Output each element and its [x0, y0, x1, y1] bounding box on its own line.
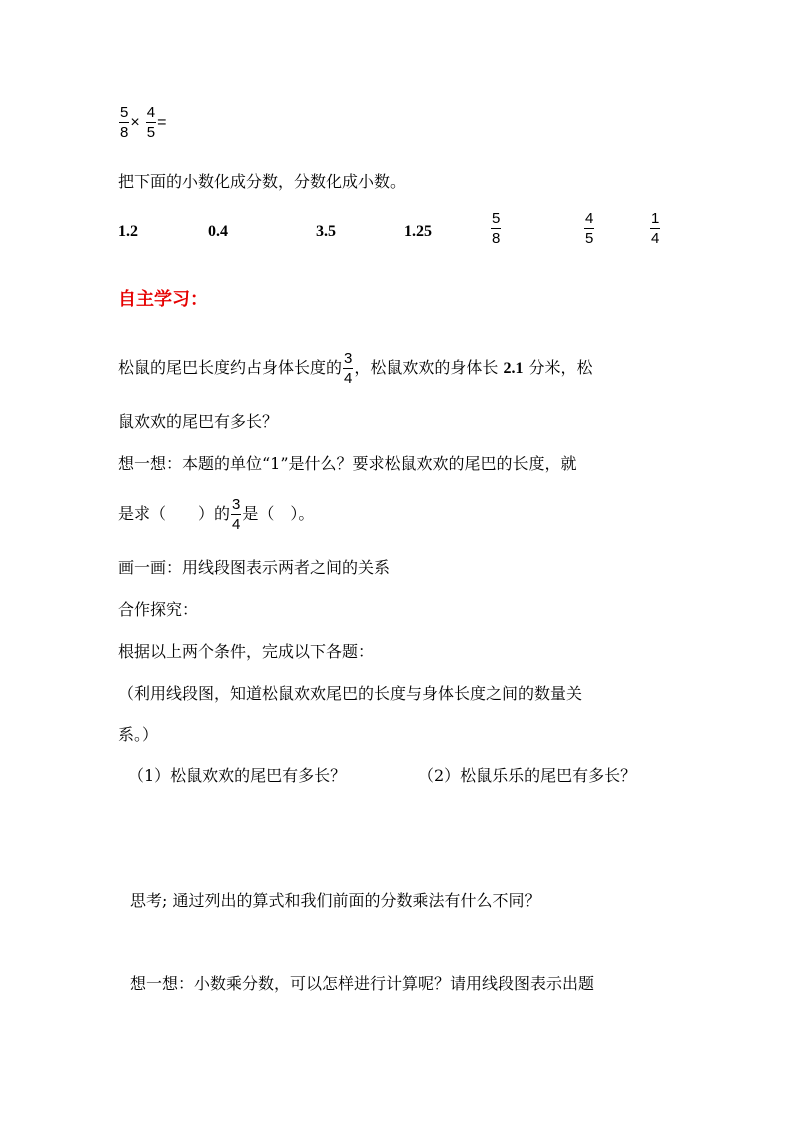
times-sign: × [130, 114, 140, 131]
story-line-1: 松鼠的尾巴长度约占身体长度的 $\frac{3}{4}$ ，松鼠欢欢的身体长 2.1 分米，松 [118, 350, 593, 387]
denominator: 8 [492, 230, 501, 247]
multiplication-problem [118, 104, 166, 141]
decimal-item: 3.5 [316, 223, 336, 240]
numerator: 4 [146, 104, 156, 121]
conversion-instruction: 把下面的小数化成分数，分数化成小数。 [118, 172, 407, 191]
section-heading: 自主学习： [118, 289, 208, 310]
numerator: 5 [492, 210, 501, 227]
fraction-item [490, 210, 502, 247]
denominator: 5 [146, 124, 156, 141]
think-line-2: 是求（ ）的 $\frac{3}{4}$ 是（ ）。 [118, 496, 315, 533]
decimal-item: 0.4 [208, 223, 228, 240]
question-1: （1）松鼠欢欢的尾巴有多长？ [128, 766, 347, 785]
draw-instruction: 画一画：用线段图表示两者之间的关系 [118, 558, 391, 577]
think-line-1: 想一想：本题的单位“1”是什么？要求松鼠欢欢的尾巴的长度，就 [118, 454, 577, 473]
fraction [119, 104, 129, 141]
line-diagram-note-2: 系。） [118, 725, 159, 744]
decimal-item: 1.25 [404, 223, 432, 240]
reflection-question: 思考; 通过列出的算式和我们前面的分数乘法有什么不同？ [130, 891, 541, 910]
fraction: $\frac{3}{4}$ [232, 496, 241, 533]
fraction: $\frac{3}{4}$ [344, 350, 353, 387]
explore-label: 合作探究： [118, 600, 199, 619]
denominator: 4 [651, 230, 660, 247]
story-line-2: 鼠欢欢的尾巴有多长？ [118, 412, 279, 431]
numerator: 1 [651, 210, 660, 227]
numerator: 5 [120, 104, 129, 121]
question-2: （2）松鼠乐乐的尾巴有多长？ [418, 766, 637, 785]
fraction-item [649, 210, 661, 247]
decimal-item: 1.2 [118, 223, 138, 240]
denominator: 8 [120, 124, 129, 141]
fraction [146, 104, 156, 141]
conditions-text: 根据以上两个条件，完成以下各题： [118, 642, 375, 661]
fraction-item [583, 210, 595, 247]
line-diagram-note-1: （利用线段图，知道松鼠欢欢尾巴的长度与身体长度之间的数量关 [118, 684, 583, 703]
think-again: 想一想：小数乘分数，可以怎样进行计算呢？请用线段图表示出题 [130, 974, 595, 993]
equals-sign: = [157, 114, 167, 131]
numerator: 4 [585, 210, 594, 227]
denominator: 5 [585, 230, 594, 247]
